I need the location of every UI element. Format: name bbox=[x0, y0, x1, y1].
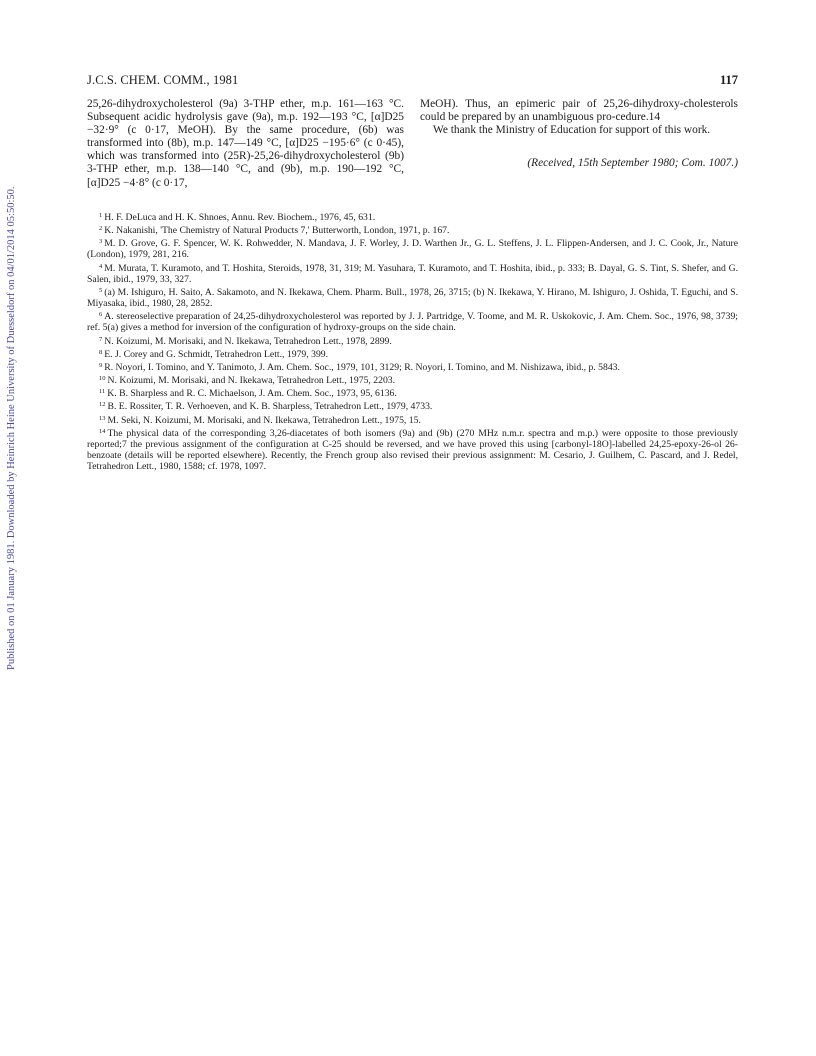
body-paragraph-left: 25,26-dihydroxycholesterol (9a) 3-THP ether, m.p. 161—163 °C. Subsequent acidic hydrolysis gave (9a), m.p. 192—193 °C, [α]D25 −32·9° (c 0·17, MeOH). By the same procedure, (6b) was transformed into (8b), m.p. 147—149 °C, [α]D25 −195·6° (c 0·45), which was transformed into (25R)-25,26-dihydroxycholesterol (9b) 3-THP ether, m.p. 138—140 °C, and (9b), m.p. 190—192 °C, [α]D25 −4·8° (c 0·17, bbox=[87, 98, 404, 189]
reference-item bbox=[87, 373, 738, 386]
running-header bbox=[87, 73, 738, 89]
reference-item bbox=[87, 223, 738, 236]
reference-number: 10 bbox=[99, 375, 106, 383]
reference-text: N. Koizumi, M. Morisaki, and N. Ikekawa, Tetrahedron Lett., 1978, 2899. bbox=[104, 335, 392, 347]
reference-number: 9 bbox=[99, 361, 103, 369]
reference-text: K. Nakanishi, 'The Chemistry of Natural Products 7,' Butterworth, London, 1971, p. 167. bbox=[104, 225, 450, 237]
reference-number: 1 bbox=[99, 212, 103, 219]
reference-item bbox=[87, 261, 738, 285]
reference-text: M. Murata, T. Kuramoto, and T. Hoshita, Steroids, 1978, 31, 319; M. Yasuhara, T. Kuramoto, and T. Hoshita, ibid., p. 333; B. Dayal, G. S. Tint, S. Shefer, and G. Salen, ibid., 1979, 33, 327. bbox=[87, 262, 738, 285]
reference-number: 13 bbox=[99, 414, 106, 422]
reference-number: 12 bbox=[99, 401, 106, 409]
references-list bbox=[87, 210, 738, 472]
reference-text: M. Seki, N. Koizumi, M. Morisaki, and N. Ikekawa, Tetrahedron Lett., 1975, 15. bbox=[107, 414, 421, 426]
reference-item bbox=[87, 285, 738, 309]
reference-number: 5 bbox=[99, 286, 103, 294]
reference-text: The physical data of the corresponding 3,26-diacetates of both isomers (9a) and (9b) (270 MHz n.m.r. spectra and m.p.) were opposite to those previously reported;7 the previous assignment of the configuration at C-25 should be reversed, and we have proved this using [carbonyl-18O]-labelled 24,25-epoxy-26-ol 26-benzoate (details will be reported elsewhere). Recently, the French group also revised their previous assignment: M. Cesario, J. Guilhem, C. Pascard, and J. Redel, Tetrahedron Lett., 1980, 1588; cf. 1978, 1097. bbox=[87, 427, 738, 473]
reference-item bbox=[87, 334, 738, 347]
reference-item bbox=[87, 309, 738, 333]
reference-text: A. stereoselective preparation of 24,25-dihydroxycholesterol was reported by J. J. Partridge, V. Toome, and M. R. Uskokovic, J. Am. Chem. Soc., 1976, 98, 3739; ref. 5(a) gives a method for inversion of the configuration of hydroxy-groups on the side chain. bbox=[87, 311, 738, 334]
reference-number: 11 bbox=[99, 388, 106, 396]
reference-number: 8 bbox=[99, 348, 103, 356]
reference-item bbox=[87, 360, 738, 373]
reference-item bbox=[87, 236, 738, 260]
reference-text: R. Noyori, I. Tomino, and Y. Tanimoto, J. Am. Chem. Soc., 1979, 101, 3129; R. Noyori, I. Tomino, and M. Nishizawa, ibid., p. 5843. bbox=[104, 361, 620, 373]
reference-item bbox=[87, 347, 738, 360]
body-right-column bbox=[420, 98, 738, 170]
reference-number: 7 bbox=[99, 335, 103, 343]
reference-text: H. F. DeLuca and H. K. Shnoes, Annu. Rev. Biochem., 1976, 45, 631. bbox=[104, 212, 376, 223]
journal-title: J.C.S. CHEM. COMM., 1981 bbox=[87, 73, 239, 87]
reference-number: 14 bbox=[99, 427, 106, 435]
reference-item bbox=[87, 413, 738, 426]
page-number: 117 bbox=[719, 73, 738, 87]
reference-item bbox=[87, 399, 738, 412]
reference-item bbox=[87, 210, 738, 223]
reference-text: E. J. Corey and G. Schmidt, Tetrahedron Lett., 1979, 399. bbox=[104, 348, 329, 360]
body-paragraph-right-1: MeOH). Thus, an epimeric pair of 25,26-dihydroxy-cholesterols could be prepared by an unambiguous pro-cedure.14 bbox=[420, 98, 738, 124]
reference-item bbox=[87, 386, 738, 399]
reference-number: 2 bbox=[99, 225, 103, 233]
download-stamp bbox=[6, 150, 20, 670]
download-stamp-text: Published on 01 January 1981. Downloaded by Heinrich Heine University of Duesseldorf on 04/01/2014 05:50:50. bbox=[6, 186, 17, 670]
acknowledgement-paragraph: We thank the Ministry of Education for support of this work. bbox=[433, 124, 711, 137]
reference-text: N. Koizumi, M. Morisaki, and N. Ikekawa, Tetrahedron Lett., 1975, 2203. bbox=[107, 375, 396, 387]
reference-number: 6 bbox=[99, 311, 103, 319]
reference-text: M. D. Grove, G. F. Spencer, W. K. Rohwedder, N. Mandava, J. F. Worley, J. D. Warthen Jr., G. L. Steffens, J. L. Flippen-Andersen, and J. C. Cook, Jr., Nature (London), 1979, 281, 216. bbox=[87, 238, 738, 261]
body-left-column bbox=[87, 98, 404, 190]
reference-text: (a) M. Ishiguro, H. Saito, A. Sakamoto, and N. Ikekawa, Chem. Pharm. Bull., 1978, 26, 3715; (b) N. Ikekawa, Y. Hirano, M. Ishiguro, J. Oshida, T. Eguchi, and S. Miyasaka, ibid., 1980, 28, 2852. bbox=[87, 286, 738, 310]
reference-number: 3 bbox=[99, 238, 103, 246]
reference-text: K. B. Sharpless and R. C. Michaelson, J. Am. Chem. Soc., 1973, 95, 6136. bbox=[107, 388, 397, 400]
reference-number: 4 bbox=[99, 262, 103, 270]
reference-item bbox=[87, 426, 738, 473]
received-date: (Received, 15th September 1980; Com. 1007.) bbox=[527, 157, 738, 170]
reference-text: B. E. Rossiter, T. R. Verhoeven, and K. B. Sharpless, Tetrahedron Lett., 1979, 4733. bbox=[107, 401, 433, 413]
